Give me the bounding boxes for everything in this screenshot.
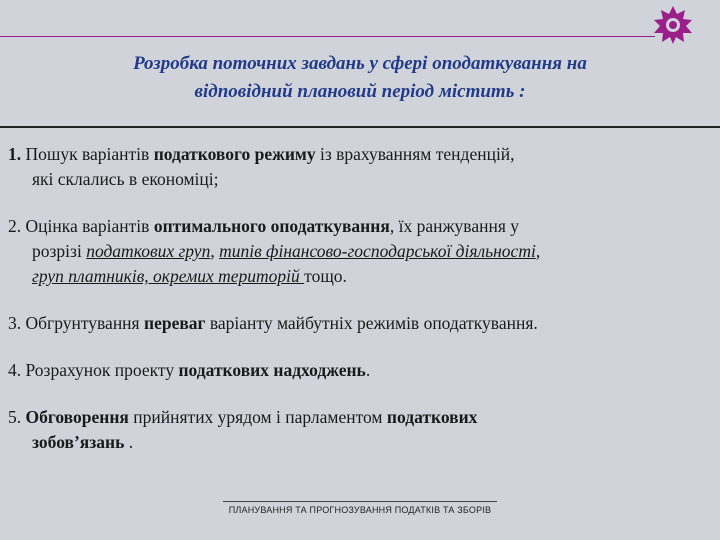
header-line bbox=[0, 36, 655, 37]
item-3-number: 3 bbox=[8, 313, 17, 333]
list-item-3 bbox=[8, 311, 708, 336]
list-item-1 bbox=[8, 142, 708, 192]
item-2-l3-payers: груп платників, окремих територій bbox=[32, 266, 305, 286]
item-4-bold: податкових надходжень bbox=[178, 360, 366, 380]
item-2-l3-b: тощо. bbox=[304, 266, 347, 286]
item-5-bold: Обговорення bbox=[25, 407, 129, 427]
slide-title bbox=[40, 50, 680, 106]
item-2-text-c: , їх ранжування у bbox=[389, 216, 519, 236]
item-4-text-a: . Розрахунок проекту bbox=[16, 360, 179, 380]
item-2-l2-activity: типів фінансово-господарської діяльності bbox=[219, 241, 536, 261]
footer-text: ПЛАНУВАННЯ ТА ПРОГНОЗУВАННЯ ПОДАТКІВ ТА ЗБОРІВ bbox=[223, 501, 497, 515]
item-2-l2-e: , bbox=[535, 241, 541, 261]
crest-logo-icon bbox=[648, 2, 698, 46]
item-5-bold-2: податкових bbox=[386, 407, 478, 427]
item-2-l2-groups: податкових груп bbox=[86, 241, 211, 261]
item-5-number: 5 bbox=[8, 407, 17, 427]
item-2-number: 2 bbox=[8, 216, 17, 236]
item-2-bold: оптимального оподаткування bbox=[153, 216, 390, 236]
item-2-text-a: . Оцінка варіантів bbox=[16, 216, 154, 236]
item-3-text-c: варіанту майбутніх режимів оподаткування. bbox=[205, 313, 538, 333]
footer bbox=[0, 500, 720, 518]
title-line-1: Розробка поточних завдань у сфері оподаткування на bbox=[133, 53, 587, 74]
item-2-l2-a: розрізі bbox=[32, 241, 87, 261]
item-4-number: 4 bbox=[8, 360, 17, 380]
title-line-2: відповідний плановий період містить : bbox=[194, 81, 526, 102]
title-separator bbox=[0, 126, 720, 128]
tasks-list bbox=[8, 142, 708, 455]
item-5-text-c: прийнятих урядом і парламентом bbox=[128, 407, 387, 427]
item-5-l2-bold: зобов’язань bbox=[32, 432, 125, 452]
item-3-bold: переваг bbox=[143, 313, 206, 333]
list-item-2 bbox=[8, 214, 708, 289]
item-1-text-b: із врахуванням тенденцій, bbox=[315, 144, 515, 164]
item-1-line-2: які склались в економіці; bbox=[32, 169, 219, 189]
item-2-l2-c: , bbox=[210, 241, 220, 261]
item-5-l2-b: . bbox=[124, 432, 134, 452]
item-3-text-a: . Обгрунтування bbox=[16, 313, 144, 333]
list-item-4 bbox=[8, 358, 708, 383]
item-1-number: 1. bbox=[8, 144, 22, 164]
list-item-5 bbox=[8, 405, 708, 455]
item-5-text-a: . bbox=[16, 407, 26, 427]
item-1-bold: податкового режиму bbox=[153, 144, 316, 164]
item-4-text-c: . bbox=[365, 360, 371, 380]
item-1-text-a: Пошук варіантів bbox=[21, 144, 154, 164]
